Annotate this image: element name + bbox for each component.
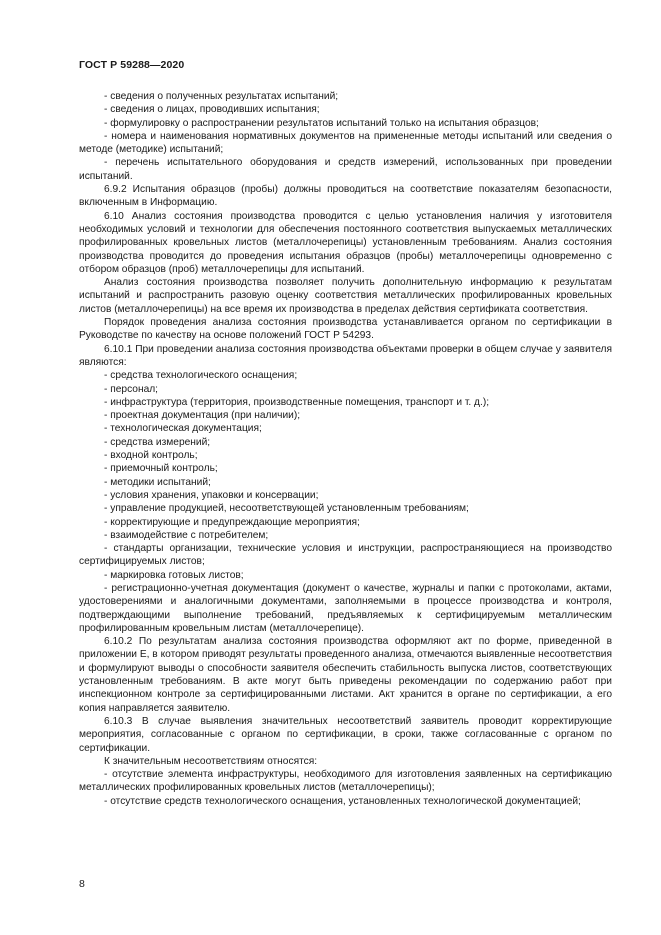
- list-item: - входной контроль;: [104, 450, 198, 462]
- list-item: - стандарты организации, технические условия и инструкции, распространяющиеся на производство сертифицируемых листов;: [79, 543, 612, 568]
- list-item: - методики испытаний;: [104, 476, 211, 488]
- list-item: - номера и наименования нормативных документов на примененные методы испытаний или сведения о методе (методике) испытаний;: [79, 130, 612, 156]
- list-item: - корректирующие и предупреждающие мероприятия;: [104, 516, 360, 528]
- document-body: [79, 90, 612, 808]
- paragraph: 6.10 Анализ состояния производства проводится с целью установления наличия у изготовителя необходимых условий и технологии для обеспечения постоянного соответствия выпускаемых металлических профилированных кровельных листов (металлочерепицы) установленным требованиям. Анализ состояния производства проводится до проведения испытания образцов (пробы) металлочерепицы одновременно с отбором образцов (проб) металлочерепицы для испытаний.: [79, 210, 612, 275]
- list-item: - сведения о полученных результатах испытаний;: [104, 91, 339, 102]
- list-item: - приемочный контроль;: [104, 463, 218, 475]
- list-item: - перечень испытательного оборудования и средств измерений, использованных при проведении испытаний.: [79, 157, 612, 182]
- list-item: - управление продукцией, несоответствующей установленным требованиям;: [104, 503, 469, 515]
- list-item: - регистрационно-учетная документация (документ о качестве, журналы и папки с протоколами, актами, удостоверениями и аналогичными документами, заполняемыми в процессе производства и контроля, подтверждающими выполнение требований, предъявляемых к сертифицируемым металлическим профилированным кровельным листам (металлочерепице).: [79, 582, 612, 634]
- page-number: 8: [79, 878, 85, 890]
- paragraph: Порядок проведения анализа состояния производства устанавливается органом по сертификации в Руководстве по качеству на основе положений ГОСТ Р 54293.: [79, 317, 612, 342]
- paragraph: 6.10.1 При проведении анализа состояния производства объектами проверки в общем случае у заявителя являются:: [79, 343, 612, 368]
- list-item: - формулировку о распространении результатов испытаний только на испытания образцов;: [104, 117, 539, 129]
- paragraph: 6.9.2 Испытания образцов (пробы) должны проводиться на соответствие показателям безопасности, включенным в Информацию.: [79, 184, 612, 209]
- list-item: - инфраструктура (территория, производственные помещения, транспорт и т. д.);: [104, 396, 490, 408]
- list-item: - маркировка готовых листов;: [104, 569, 244, 581]
- paragraph: 6.10.3 В случае выявления значительных несоответствий заявитель проводит корректирующие мероприятия, согласованные с органом по сертификации, в сроки, также согласованные с органом по сертификации.: [79, 715, 612, 754]
- list-item: - средства технологического оснащения;: [104, 370, 298, 382]
- list-item: - отсутствие средств технологического оснащения, установленных технологической документацией;: [104, 795, 581, 807]
- paragraph: 6.10.2 По результатам анализа состояния производства оформляют акт по форме, приведенной в приложении Е, в котором приводят результаты проведенного анализа, отмечаются выявленные несоответствия и формулируют выводы о способности заявителя обеспечить стабильность выпуска листов, соответствующих установленным требованиям. В акте могут быть приведены рекомендации по содержанию работ при инспекционном контроле за сертифицированными листами. Акт хранится в органе по сертификации, а его копия направляется заявителю.: [79, 636, 612, 714]
- paragraph: Анализ состояния производства позволяет получить дополнительную информацию к результатам испытаний и распространить разовую оценку соответствия металлических профилированных кровельных листов (металлочерепицы) на все время их производства в пределах действия сертификата соответствия.: [79, 277, 612, 315]
- list-item: - технологическая документация;: [104, 423, 262, 435]
- list-item: - персонал;: [104, 383, 159, 395]
- list-item: - проектная документация (при наличии);: [104, 410, 301, 422]
- document-header: ГОСТ Р 59288—2020: [79, 59, 185, 71]
- list-item: - условия хранения, упаковки и консервации;: [104, 489, 319, 501]
- list-item: - отсутствие элемента инфраструктуры, необходимого для изготовления заявленных на сертификацию металлических профилированных кровельных листов (металлочерепицы);: [79, 769, 612, 794]
- list-item: - сведения о лицах, проводивших испытания;: [104, 104, 320, 116]
- paragraph: К значительным несоответствиям относятся:: [104, 755, 318, 767]
- list-item: - средства измерений;: [104, 436, 211, 448]
- list-item: - взаимодействие с потребителем;: [104, 529, 269, 541]
